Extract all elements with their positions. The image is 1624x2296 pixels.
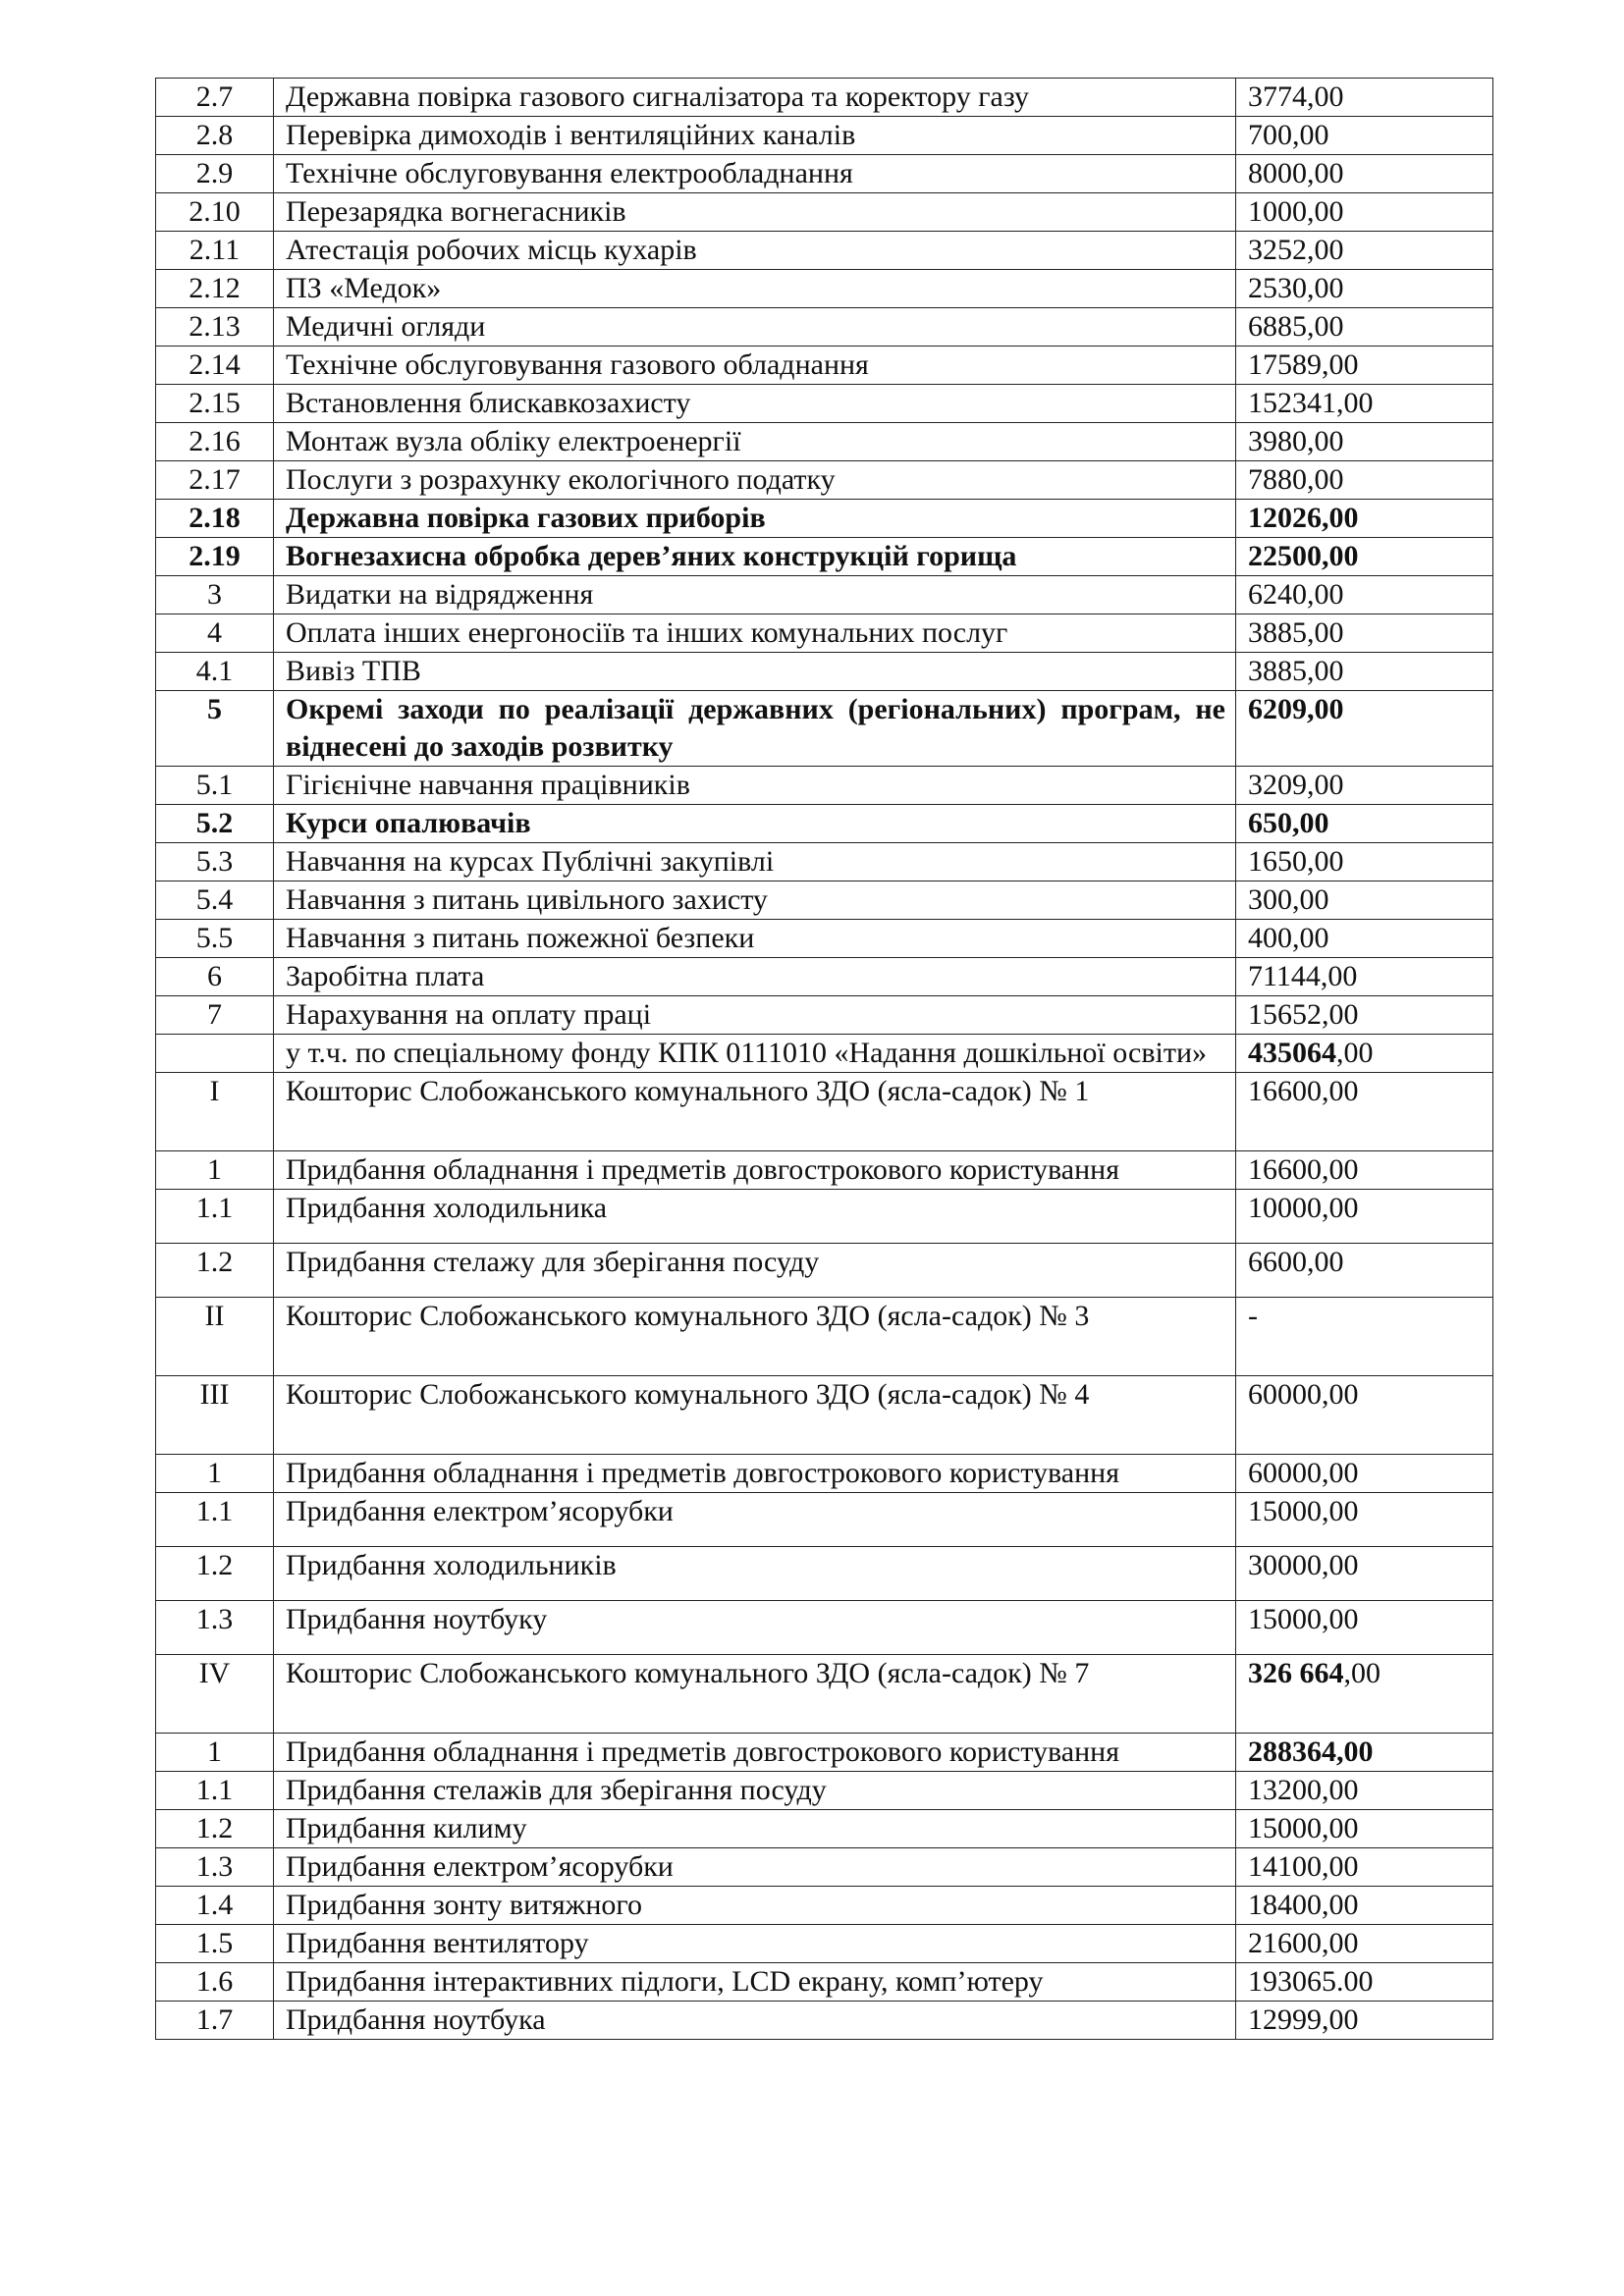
table-row: [156, 1035, 1493, 1073]
row-number: 1: [156, 1455, 274, 1493]
row-description: Придбання електром’ясорубки: [274, 1493, 1236, 1547]
row-number: 5.3: [156, 843, 274, 881]
row-description: Придбання холодильників: [274, 1547, 1236, 1601]
row-amount: 16600,00: [1236, 1151, 1493, 1190]
row-number: 2.11: [156, 232, 274, 270]
table-row: [156, 155, 1493, 193]
row-number: 2.9: [156, 155, 274, 193]
row-number: 1.4: [156, 1887, 274, 1925]
table-row: [156, 1734, 1493, 1772]
row-description: Придбання килиму: [274, 1810, 1236, 1848]
row-description: Навчання з питань цивільного захисту: [274, 881, 1236, 920]
row-number: 1.2: [156, 1244, 274, 1298]
row-amount: 3774,00: [1236, 79, 1493, 117]
table-row: [156, 1848, 1493, 1887]
row-amount: 22500,00: [1236, 538, 1493, 576]
row-amount: 650,00: [1236, 805, 1493, 843]
row-description: Придбання обладнання і предметів довгострокового користування: [274, 1734, 1236, 1772]
row-description: Придбання електром’ясорубки: [274, 1848, 1236, 1887]
table-row: [156, 1963, 1493, 2002]
row-description: Вогнезахисна обробка дерев’яних конструкцій горища: [274, 538, 1236, 576]
table-row: [156, 653, 1493, 691]
table-row: [156, 1547, 1493, 1601]
row-description: Атестація робочих місць кухарів: [274, 232, 1236, 270]
row-amount: 21600,00: [1236, 1925, 1493, 1963]
table-row: [156, 1887, 1493, 1925]
row-amount: 6885,00: [1236, 308, 1493, 347]
row-number: 5: [156, 691, 274, 767]
row-number: 1.2: [156, 1810, 274, 1848]
row-description: Технічне обслуговування газового обладнання: [274, 347, 1236, 385]
table-row: [156, 270, 1493, 308]
row-number: II: [156, 1298, 274, 1376]
row-number: 2.8: [156, 117, 274, 155]
row-number: 2.16: [156, 423, 274, 461]
table-row: [156, 500, 1493, 538]
row-number: 1.1: [156, 1493, 274, 1547]
table-row: [156, 1244, 1493, 1298]
row-number: 5.5: [156, 920, 274, 958]
row-amount: 2530,00: [1236, 270, 1493, 308]
row-description: Видатки на відрядження: [274, 576, 1236, 614]
row-description: Придбання ноутбуку: [274, 1601, 1236, 1655]
row-amount: 7880,00: [1236, 461, 1493, 500]
table-row: [156, 193, 1493, 232]
row-amount: 1650,00: [1236, 843, 1493, 881]
row-number: 6: [156, 958, 274, 996]
row-number: 1.7: [156, 2002, 274, 2040]
row-description: Монтаж вузла обліку електроенергії: [274, 423, 1236, 461]
row-number: 1.1: [156, 1772, 274, 1810]
row-description: Медичні огляди: [274, 308, 1236, 347]
row-description: Оплата інших енергоносіїв та інших комунальних послуг: [274, 614, 1236, 653]
table-row: [156, 881, 1493, 920]
row-description: Придбання вентилятору: [274, 1925, 1236, 1963]
row-amount: 15000,00: [1236, 1493, 1493, 1547]
table-row: [156, 1810, 1493, 1848]
row-number: 2.18: [156, 500, 274, 538]
row-amount: 60000,00: [1236, 1376, 1493, 1455]
row-number: 2.7: [156, 79, 274, 117]
table-row: [156, 385, 1493, 423]
row-amount: 3885,00: [1236, 614, 1493, 653]
table-row: [156, 1601, 1493, 1655]
row-description: Державна повірка газового сигналізатора та коректору газу: [274, 79, 1236, 117]
row-description: Вивіз ТПВ: [274, 653, 1236, 691]
row-description: Встановлення блискавкозахисту: [274, 385, 1236, 423]
row-description: у т.ч. по спеціальному фонду КПК 0111010 «Надання дошкільної освіти»: [274, 1035, 1236, 1073]
row-number: I: [156, 1073, 274, 1151]
table-row: [156, 1151, 1493, 1190]
row-amount: 12999,00: [1236, 2002, 1493, 2040]
row-description: Придбання обладнання і предметів довгострокового користування: [274, 1151, 1236, 1190]
row-number: 5.1: [156, 767, 274, 805]
table-row: [156, 920, 1493, 958]
row-number: 2.13: [156, 308, 274, 347]
row-amount: 3209,00: [1236, 767, 1493, 805]
row-description: Придбання ноутбука: [274, 2002, 1236, 2040]
row-description: Придбання обладнання і предметів довгострокового користування: [274, 1455, 1236, 1493]
row-number: 1.5: [156, 1925, 274, 1963]
amount-bold-part: 435064: [1248, 1037, 1336, 1069]
budget-table: [155, 78, 1493, 2040]
row-amount: [1236, 1655, 1493, 1734]
table-row: [156, 423, 1493, 461]
row-amount: 15652,00: [1236, 996, 1493, 1035]
row-amount: 16600,00: [1236, 1073, 1493, 1151]
row-amount: 13200,00: [1236, 1772, 1493, 1810]
amount-rest-part: ,00: [1343, 1657, 1380, 1689]
row-number: 4.1: [156, 653, 274, 691]
row-description: Курси опалювачів: [274, 805, 1236, 843]
table-row: [156, 117, 1493, 155]
table-row: [156, 805, 1493, 843]
table-row: [156, 347, 1493, 385]
row-amount: 400,00: [1236, 920, 1493, 958]
row-description: Навчання з питань пожежної безпеки: [274, 920, 1236, 958]
table-row: [156, 1772, 1493, 1810]
table-row: [156, 232, 1493, 270]
row-number: 5.2: [156, 805, 274, 843]
table-row: [156, 614, 1493, 653]
table-row: [156, 1455, 1493, 1493]
row-number: 4: [156, 614, 274, 653]
row-number: 2.12: [156, 270, 274, 308]
row-number: [156, 1035, 274, 1073]
row-description: Кошторис Слобожанського комунального ЗДО (ясла-садок) № 3: [274, 1298, 1236, 1376]
row-description: ПЗ «Медок»: [274, 270, 1236, 308]
row-number: 1: [156, 1151, 274, 1190]
row-description: Перевірка димоходів і вентиляційних каналів: [274, 117, 1236, 155]
row-number: 5.4: [156, 881, 274, 920]
row-number: 1.3: [156, 1848, 274, 1887]
table-row: [156, 2002, 1493, 2040]
row-number: 2.15: [156, 385, 274, 423]
row-number: 1: [156, 1734, 274, 1772]
row-amount: -: [1236, 1298, 1493, 1376]
row-description: Окремі заходи по реалізації державних (регіональних) програм, не віднесені до заходів розвитку: [274, 691, 1236, 767]
table-row: [156, 461, 1493, 500]
row-description: Послуги з розрахунку екологічного податку: [274, 461, 1236, 500]
row-amount: 14100,00: [1236, 1848, 1493, 1887]
table-row: [156, 1925, 1493, 1963]
row-amount: 8000,00: [1236, 155, 1493, 193]
row-amount: 3885,00: [1236, 653, 1493, 691]
row-number: 2.10: [156, 193, 274, 232]
row-description: Державна повірка газових приборів: [274, 500, 1236, 538]
table-row: [156, 1073, 1493, 1151]
row-description: Заробітна плата: [274, 958, 1236, 996]
row-description: Кошторис Слобожанського комунального ЗДО (ясла-садок) № 7: [274, 1655, 1236, 1734]
row-amount: 60000,00: [1236, 1455, 1493, 1493]
row-number: 2.14: [156, 347, 274, 385]
table-row: [156, 538, 1493, 576]
table-row: [156, 843, 1493, 881]
row-number: 7: [156, 996, 274, 1035]
row-amount: 30000,00: [1236, 1547, 1493, 1601]
table-row: [156, 767, 1493, 805]
row-amount: 152341,00: [1236, 385, 1493, 423]
row-description: Технічне обслуговування електрообладнання: [274, 155, 1236, 193]
row-number: 1.2: [156, 1547, 274, 1601]
table-row: [156, 1190, 1493, 1244]
row-amount: 700,00: [1236, 117, 1493, 155]
table-row: [156, 1493, 1493, 1547]
table-row: [156, 691, 1493, 767]
row-amount: 6240,00: [1236, 576, 1493, 614]
row-amount: [1236, 1035, 1493, 1073]
budget-table-body: [156, 79, 1493, 2040]
amount-rest-part: ,00: [1336, 1037, 1374, 1069]
row-description: Придбання стелажу для зберігання посуду: [274, 1244, 1236, 1298]
row-amount: 71144,00: [1236, 958, 1493, 996]
row-amount: 3252,00: [1236, 232, 1493, 270]
row-amount: 17589,00: [1236, 347, 1493, 385]
row-amount: 1000,00: [1236, 193, 1493, 232]
row-amount: 12026,00: [1236, 500, 1493, 538]
row-description: Придбання інтерактивних підлоги, LCD екрану, комп’ютеру: [274, 1963, 1236, 2002]
table-row: [156, 79, 1493, 117]
table-row: [156, 576, 1493, 614]
row-amount: 193065.00: [1236, 1963, 1493, 2002]
row-number: IV: [156, 1655, 274, 1734]
row-number: 2.19: [156, 538, 274, 576]
row-amount: 10000,00: [1236, 1190, 1493, 1244]
row-number: III: [156, 1376, 274, 1455]
row-number: 1.6: [156, 1963, 274, 2002]
row-description: Придбання зонту витяжного: [274, 1887, 1236, 1925]
row-amount: 6600,00: [1236, 1244, 1493, 1298]
table-row: [156, 958, 1493, 996]
table-row: [156, 308, 1493, 347]
row-number: 1.3: [156, 1601, 274, 1655]
table-row: [156, 1298, 1493, 1376]
row-description: Придбання холодильника: [274, 1190, 1236, 1244]
table-row: [156, 996, 1493, 1035]
row-description: Перезарядка вогнегасників: [274, 193, 1236, 232]
row-amount: 15000,00: [1236, 1601, 1493, 1655]
row-amount: 15000,00: [1236, 1810, 1493, 1848]
row-description: Кошторис Слобожанського комунального ЗДО (ясла-садок) № 4: [274, 1376, 1236, 1455]
amount-bold-part: 326 664: [1248, 1657, 1344, 1689]
table-row: [156, 1376, 1493, 1455]
row-description: Навчання на курсах Публічні закупівлі: [274, 843, 1236, 881]
row-amount: 3980,00: [1236, 423, 1493, 461]
row-description: Нарахування на оплату праці: [274, 996, 1236, 1035]
row-number: 1.1: [156, 1190, 274, 1244]
row-number: 2.17: [156, 461, 274, 500]
table-row: [156, 1655, 1493, 1734]
row-description: Кошторис Слобожанського комунального ЗДО (ясла-садок) № 1: [274, 1073, 1236, 1151]
row-amount: 18400,00: [1236, 1887, 1493, 1925]
row-number: 3: [156, 576, 274, 614]
row-amount: 6209,00: [1236, 691, 1493, 767]
row-amount: 300,00: [1236, 881, 1493, 920]
row-description: Придбання стелажів для зберігання посуду: [274, 1772, 1236, 1810]
row-description: Гігієнічне навчання працівників: [274, 767, 1236, 805]
row-amount: 288364,00: [1236, 1734, 1493, 1772]
